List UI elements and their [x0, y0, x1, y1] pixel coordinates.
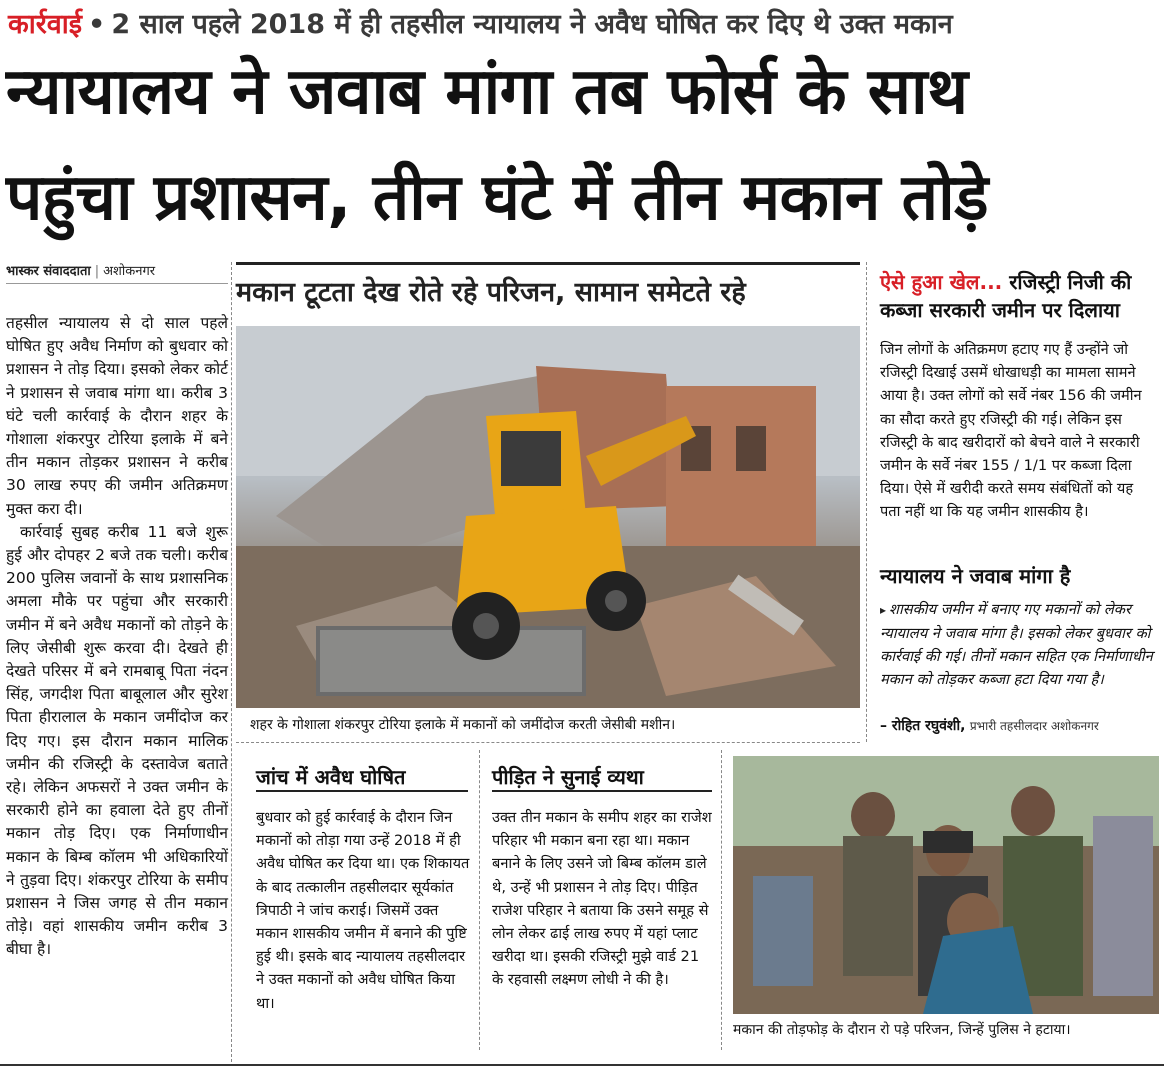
sidebar-heading-red: ऐसे हुआ खेल... [880, 270, 1003, 294]
quote-author: – रोहित रघुवंशी, [880, 718, 966, 734]
sidebar-heading [880, 268, 1156, 330]
quote-marker-icon: ▸ [880, 603, 887, 617]
column-divider [721, 750, 722, 1050]
kicker-label: कार्रवाई [8, 9, 83, 40]
column-divider [231, 262, 232, 1062]
sidebar-heading-text: रजिस्ट्री निजी की कब्जा सरकारी जमीन पर दिलाया [880, 270, 1132, 322]
page-bottom-rule [0, 1064, 1164, 1066]
sub-story-1-body: बुधवार को हुई कार्रवाई के दौरान जिन मकानों को तोड़ा गया उन्हें 2018 में ही अवैध घोषित कर दिया था। एक शिकायत के बाद तत्कालीन तहसीलदार सूर्यकांत त्रिपाठी ने जांच कराई। जिसमें उक्त मकान शासकीय जमीन में बनाने की पुष्टि हुई थी। इसके बाद न्यायालय तहसीलदार ने उक्त मकानों को अवैध घोषित किया था। [256, 809, 470, 1012]
main-story-paragraph-1: तहसील न्यायालय से दो साल पहले घोषित हुए अवैध निर्माण को बुधवार को प्रशासन ने तोड़ दिया। इसको लेकर कोर्ट ने प्रशासन से जवाब मांगा था। करीब 3 घंटे चली कार्रवाई के दौरान शहर के गोशाला शंकरपुर टोरिया इलाके में बने तीन मकान तोड़कर प्रशासन ने करीब 30 लाख रुपए की जमीन अतिक्रमण मुक्त करा दी। [6, 314, 228, 518]
family-police-photo [733, 756, 1159, 1014]
headline-line-1: न्यायालय ने जवाब मांगा तब फोर्स के साथ [6, 55, 968, 129]
column-divider [866, 262, 867, 742]
byline-place: अशोकनगर [103, 264, 156, 279]
sub-story-2-body: उक्त तीन मकान के समीप शहर का राजेश परिहार भी मकान बना रहा था। मकान बनाने के लिए उसने जो बिम्ब कॉलम डाले थे, उन्हें भी प्रशासन ने तोड़ दिए। पीड़ित राजेश परिहार ने बताया कि उसने समूह से लोन लेकर ढाई लाख रुपए में यहां प्लाट खरीदा था। इसकी रजिस्ट्री मुझे वार्ड 21 के रहवासी लक्ष्मण लोधी ने की है। [492, 809, 712, 989]
byline [6, 262, 228, 284]
quote-text: शासकीय जमीन में बनाए गए मकानों को लेकर न्यायालय ने जवाब मांगा है। इसको लेकर बुधवार को कार्रवाई की गई। तीनों मकान सहित एक निर्माणाधीन मकान को तोड़कर कब्जा हटा दिया गया है। [880, 601, 1153, 688]
main-story-paragraph-2: कार्रवाई सुबह करीब 11 बजे शुरू हुई और दोपहर 2 बजे तक चली। करीब 200 पुलिस जवानों के साथ प्रशासनिक अमला मौके पर पहुंचा और सरकारी जमीन में बने अवैध मकानों को तोड़ने के लिए जेसीबी शुरू करवा दी। देखते ही देखते परिसर में बने रामबाबू पिता नंदन सिंह, जगदीश पिता बाबूलाल और सुरेश पिता हीरालाल के मकान जमींदोज कर दिए गए। इस दौरान मकान मालिक जमीन की रजिस्ट्री के दस्तावेज बताते रहे। लेकिन अफसरों ने उक्त जमीन के सरकारी होने का हवाला देते हुए तीनों मकान तोड़ दिए। एक निर्माणाधीन मकान के बिम्ब कॉलम भी अधिकारियों ने तुड़वा दिए। शंकरपुर टोरिया के समीप प्रशासन ने जिस जगह से तीन मकान तोड़े। वहां शासकीय जमीन करीब 3 बीघा है। [6, 522, 228, 959]
quote-author-role: प्रभारी तहसीलदार अशोकनगर [969, 719, 1099, 733]
quote-attribution [880, 714, 1160, 738]
sub-story-2-heading: पीड़ित ने सुनाई व्यथा [492, 762, 712, 792]
family-police-illustration [733, 756, 1159, 1014]
column-divider [479, 750, 480, 1050]
kicker-text: 2 साल पहले 2018 में ही तहसील न्यायालय ने अवैध घोषित कर दिए थे उक्त मकान [111, 9, 953, 40]
kicker-line [8, 6, 1158, 44]
section-divider [236, 742, 860, 743]
byline-reporter: भास्कर संवाददाता [6, 264, 91, 279]
byline-separator: | [94, 264, 100, 279]
official-quote [880, 598, 1156, 712]
sub-story-1-heading: जांच में अवैध घोषित [256, 762, 468, 792]
main-story [6, 312, 228, 1060]
sidebar-body: जिन लोगों के अतिक्रमण हटाए गए हैं उन्होंने जो रजिस्ट्री दिखाई उसमें धोखाधड़ी का मामला सामने आया है। उक्त लोगों को सर्वे नंबर 156 की जमीन का सौदा करते हुए रजिस्ट्री की गई। लेकिन इस रजिस्ट्री के बाद खरीदारों को बेचने वाले ने सरकारी जमीन के सर्वे नंबर 155 / 1/1 पर कब्जा दिला दिया। ऐसे में खरीदी करते समय संबंधितों को यह पता नहीं था कि यह जमीन शासकीय है। [880, 341, 1142, 521]
photo2-caption: मकान की तोड़फोड़ के दौरान रो पड़े परिजन, जिन्हें पुलिस ने हटाया। [733, 1022, 1071, 1038]
photo-feature-headline: मकान टूटता देख रोते रहे परिजन, सामान समेटते रहे [236, 262, 860, 318]
photo-caption: शहर के गोशाला शंकरपुर टोरिया इलाके में मकानों को जमींदोज करती जेसीबी मशीन। [250, 717, 676, 733]
demolition-photo [236, 326, 860, 708]
headline-line-2: पहुंचा प्रशासन, तीन घंटे में तीन मकान तोड़े [6, 161, 988, 235]
sidebar-subheading: न्यायालय ने जवाब मांगा है [880, 564, 1071, 588]
kicker-separator: • [88, 9, 106, 40]
jcb-demolition-illustration [236, 326, 860, 708]
